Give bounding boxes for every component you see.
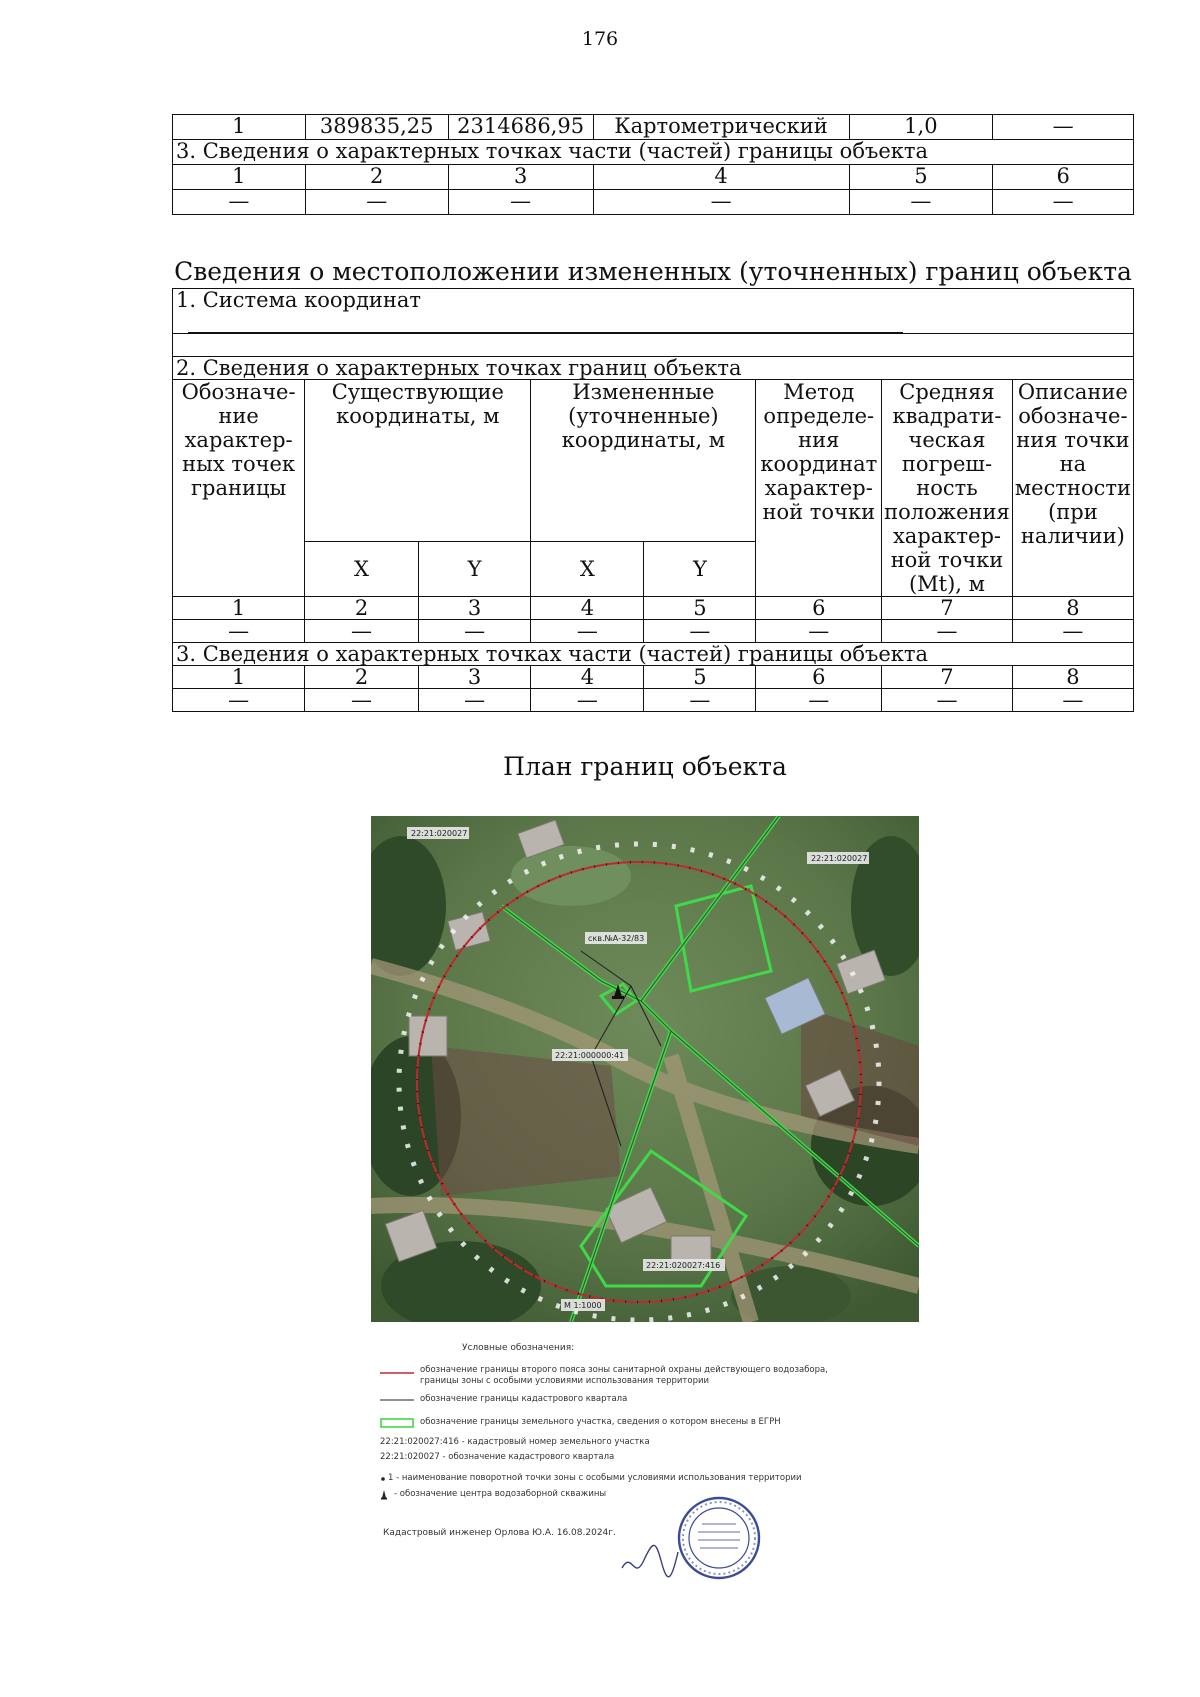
table-row <box>173 165 1134 190</box>
table-row <box>173 597 1134 620</box>
col-number: 4 <box>593 165 849 190</box>
table-row <box>173 689 1134 712</box>
plan-title: План границ объекта <box>503 752 787 781</box>
col-number: 1 <box>173 597 305 620</box>
point-description: — <box>993 115 1134 140</box>
table-row <box>173 115 1134 140</box>
zone-line-icon <box>380 1369 414 1377</box>
col-number: 6 <box>756 597 882 620</box>
legend-text: 22:21:020027:416 - кадастровый номер земельного участка <box>380 1437 650 1447</box>
seal-stamp <box>614 1490 764 1590</box>
dash-cell: — <box>644 689 756 712</box>
parcel-rect-icon <box>380 1418 414 1428</box>
dash-cell: — <box>882 689 1013 712</box>
legend-text: - обозначение центра водозаборной скважины <box>394 1489 607 1499</box>
signature <box>622 1545 678 1576</box>
dash-cell: — <box>1012 689 1133 712</box>
legend-text: 22:21:020027 - обозначение кадастрового квартала <box>380 1452 615 1462</box>
points-table-part <box>172 114 1134 215</box>
header-error: Средняя квадрати-ческая погреш-ность положения характер-ной точки (Mt), м <box>882 380 1013 597</box>
dash-cell: — <box>173 689 305 712</box>
dash-cell: — <box>756 689 882 712</box>
table-row <box>173 666 1134 689</box>
dash-cell: — <box>305 190 448 215</box>
empty-row <box>173 334 1134 357</box>
col-number: 6 <box>756 666 882 689</box>
table-row <box>173 190 1134 215</box>
col-number: 8 <box>1012 666 1133 689</box>
bare-plot <box>431 1046 621 1196</box>
col-number: 4 <box>531 597 644 620</box>
col-number: 1 <box>173 165 306 190</box>
header-method: Метод определе-ния координат характер-ной точки <box>756 380 882 597</box>
page-number: 176 <box>581 28 619 50</box>
coord-system-label: 1. Система координат <box>176 288 422 312</box>
point-error: 1,0 <box>849 115 993 140</box>
header-y: Y <box>644 541 756 596</box>
col-number: 8 <box>1012 597 1133 620</box>
legend-text: обозначение границы кадастрового квартала <box>420 1394 628 1404</box>
header-designation: Обозначе-ние характер-ных точек границы <box>173 380 305 597</box>
col-number: 1 <box>173 666 305 689</box>
changed-boundaries-table <box>172 288 1134 712</box>
col-number: 3 <box>448 165 593 190</box>
dash-cell: — <box>173 620 305 643</box>
zone-label: 22:21:000000:41 <box>555 1051 625 1060</box>
legend-text: обозначение границы земельного участка, сведения о котором внесены в ЕГРН <box>420 1417 781 1427</box>
col-number: 6 <box>993 165 1134 190</box>
dash-cell: — <box>849 190 993 215</box>
coord-system-row <box>173 289 1134 334</box>
dash-cell: — <box>418 620 531 643</box>
section2-title: 2. Сведения о характерных точках границ объекта <box>173 357 1134 380</box>
well-icon <box>380 1489 388 1500</box>
table-row <box>173 289 1134 334</box>
table-row <box>173 357 1134 380</box>
dash-cell: — <box>305 689 419 712</box>
point-y: 2314686,95 <box>448 115 593 140</box>
legend-text: 1 - наименование поворотной точки зоны с особыми условиями использования территории <box>388 1473 802 1483</box>
well-label: скв.№А-32/83 <box>588 934 645 943</box>
col-number: 7 <box>882 597 1013 620</box>
col-number: 7 <box>882 666 1013 689</box>
col-number: 5 <box>644 666 756 689</box>
dash-cell: — <box>756 620 882 643</box>
table-row <box>173 620 1134 643</box>
dash-cell: — <box>448 190 593 215</box>
scale-label: М 1:1000 <box>564 1301 602 1310</box>
boundary-plan-map <box>371 816 919 1322</box>
header-x: X <box>305 541 419 596</box>
point-x: 389835,25 <box>305 115 448 140</box>
point-icon <box>380 1474 386 1484</box>
parcel-label: 22:21:020027:416 <box>646 1261 721 1270</box>
section3-title: 3. Сведения о характерных точках части (частей) границы объекта <box>173 140 1134 165</box>
dash-cell: — <box>882 620 1013 643</box>
section-title: Сведения о местоположении измененных (уточненных) границ объекта <box>174 257 1132 286</box>
dash-cell: — <box>305 620 419 643</box>
section3-title: 3. Сведения о характерных точках части (частей) границы объекта <box>173 643 1134 666</box>
header-description: Описание обозначе-ния точки на местности (при наличии) <box>1012 380 1133 597</box>
col-number: 4 <box>531 666 644 689</box>
quarter-line-icon <box>380 1396 414 1404</box>
table-row <box>173 334 1134 357</box>
col-number: 2 <box>305 666 419 689</box>
col-number: 3 <box>418 666 531 689</box>
point-method: Картометрический <box>593 115 849 140</box>
quarter-label: 22:21:020027 <box>811 854 868 863</box>
header-existing: Существующие координаты, м <box>305 380 531 542</box>
header-changed: Измененные (уточненные) координаты, м <box>531 380 756 542</box>
dash-cell: — <box>593 190 849 215</box>
dash-cell: — <box>418 689 531 712</box>
point-number: 1 <box>173 115 306 140</box>
dash-cell: — <box>531 689 644 712</box>
table-row <box>173 643 1134 666</box>
col-number: 5 <box>849 165 993 190</box>
col-number: 2 <box>305 165 448 190</box>
legend-text: обозначение границы второго пояса зоны санитарной охраны действующего водозабора, границы зоны с особыми условиями использования территории <box>420 1365 828 1386</box>
dash-cell: — <box>531 620 644 643</box>
coord-system-line <box>188 314 903 333</box>
header-x: X <box>531 541 644 596</box>
col-number: 3 <box>418 597 531 620</box>
dash-cell: — <box>1012 620 1133 643</box>
header-row <box>173 380 1134 542</box>
dash-cell: — <box>644 620 756 643</box>
table-row <box>173 140 1134 165</box>
legend-title: Условные обозначения: <box>462 1343 575 1353</box>
col-number: 5 <box>644 597 756 620</box>
dash-cell: — <box>993 190 1134 215</box>
header-y: Y <box>418 541 531 596</box>
dash-cell: — <box>173 190 306 215</box>
engineer-signature-line: Кадастровый инженер Орлова Ю.А. 16.08.2024г. <box>383 1528 616 1538</box>
col-number: 2 <box>305 597 419 620</box>
quarter-label: 22:21:020027 <box>411 829 468 838</box>
